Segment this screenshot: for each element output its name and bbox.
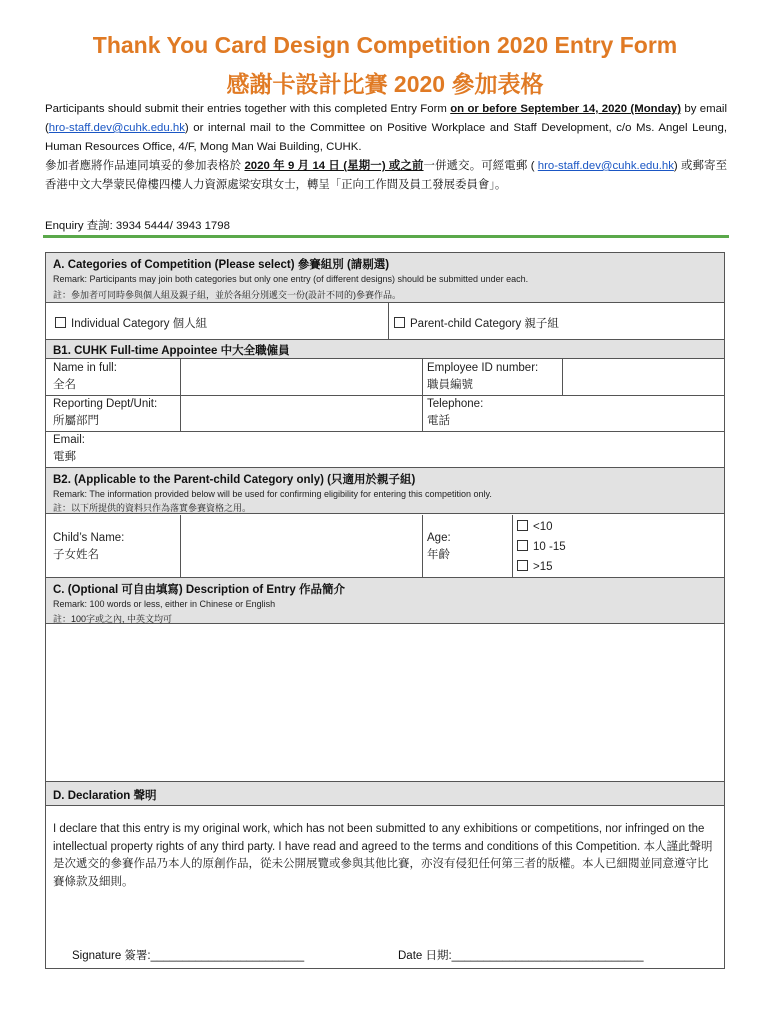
cell-divider bbox=[422, 515, 423, 577]
child-name-input[interactable] bbox=[181, 516, 421, 576]
label-en: Reporting Dept/Unit: bbox=[53, 398, 158, 410]
age-label: 10 -15 bbox=[533, 541, 566, 553]
declaration-text: I declare that this entry is my original work, which has not been submitted to any exhibitions or competitions, nor infringed on the intellectual property rights of any third party. I have read and agreed to the terms and conditions of this Competition. 本人謹此聲明是次遞交的參賽作品乃本人的原創作品，從未公開展覽或參與其他比賽，亦沒有侵犯任何第三者的版權。本人已細閱並同意遵守比賽條款及細則。 bbox=[53, 823, 713, 888]
section-a-header bbox=[46, 253, 724, 303]
section-b1-header bbox=[46, 340, 724, 359]
label-en: Email: bbox=[53, 434, 85, 446]
section-d-header bbox=[46, 782, 724, 806]
label-dept bbox=[53, 396, 157, 430]
label-name bbox=[53, 360, 117, 394]
date-field[interactable]: Date 日期:______________________________ bbox=[398, 950, 644, 962]
label-zh: 年齡 bbox=[427, 549, 450, 561]
section-c-title: C. (Optional 可自由填寫) Description of Entry 作品簡介 bbox=[53, 584, 345, 596]
section-c-remark-en: Remark: 100 words or less, either in Chinese or English bbox=[53, 599, 276, 609]
title-chinese: 感謝卡設計比賽 2020 參加表格 bbox=[226, 71, 544, 97]
age-option-under-10[interactable] bbox=[517, 519, 553, 536]
section-b2-header bbox=[46, 468, 724, 514]
entry-form bbox=[45, 252, 725, 969]
label-zh: 子女姓名 bbox=[53, 549, 99, 561]
divider-rule bbox=[43, 235, 729, 238]
label-zh: 電話 bbox=[427, 415, 450, 427]
label-email bbox=[53, 432, 85, 466]
checkbox[interactable] bbox=[517, 520, 528, 531]
label-en: Child’s Name: bbox=[53, 532, 125, 544]
section-a-title: A. Categories of Competition (Please select) 參賽組別 (請剔選) bbox=[53, 259, 390, 271]
dept-input[interactable] bbox=[181, 396, 421, 430]
section-c-remark-zh: 註：100字或之內, 中英文均可 bbox=[53, 614, 173, 624]
enquiry-line: Enquiry 查詢: 3934 5444/ 3943 1798 bbox=[45, 220, 230, 232]
option-individual[interactable] bbox=[55, 316, 207, 333]
option-label: Individual Category 個人組 bbox=[71, 318, 208, 330]
intro-text: Participants should submit their entries together with this completed Entry Form bbox=[45, 103, 451, 115]
section-d-title: D. Declaration 聲明 bbox=[53, 790, 157, 802]
label-en: Name in full: bbox=[53, 362, 117, 374]
section-a-remark-zh: 註：參加者可同時參與個人組及親子組，並於各組分別遞交一份(設計不同的)參賽作品。 bbox=[53, 290, 401, 300]
age-option-10-15[interactable] bbox=[517, 539, 566, 556]
signature-field[interactable]: Signature 簽署:________________________ bbox=[72, 950, 305, 962]
section-b2-title: B2. (Applicable to the Parent-child Category only) (只適用於親子組) bbox=[53, 474, 416, 486]
title-english: Thank You Card Design Competition 2020 Entry Form bbox=[92, 32, 678, 58]
section-b2-remark-en: Remark: The information provided below will be used for confirming eligibility for entering this competition only. bbox=[53, 489, 492, 499]
employee-id-input[interactable] bbox=[563, 360, 723, 394]
label-zh: 職員編號 bbox=[427, 379, 473, 391]
age-label: <10 bbox=[533, 521, 553, 533]
name-input[interactable] bbox=[181, 360, 421, 394]
label-child-name bbox=[53, 530, 124, 564]
telephone-input[interactable] bbox=[563, 396, 723, 430]
age-label: >15 bbox=[533, 561, 553, 573]
deadline-chinese: 2020 年 9 月 14 日 (星期一) 或之前 bbox=[244, 160, 424, 172]
label-en: Employee ID number: bbox=[427, 362, 539, 374]
intro-text-zh: 一併遞交。可經電郵 ( bbox=[423, 160, 538, 172]
checkbox[interactable] bbox=[55, 317, 66, 328]
checkbox[interactable] bbox=[517, 540, 528, 551]
description-textarea[interactable] bbox=[46, 625, 724, 781]
intro-text: by email ( bbox=[45, 103, 727, 134]
email-link[interactable]: hro-staff.dev@cuhk.edu.hk bbox=[48, 122, 185, 134]
intro-english bbox=[45, 100, 727, 157]
intro-chinese bbox=[45, 157, 727, 195]
label-en: Telephone: bbox=[427, 398, 484, 410]
intro-text: ) or internal mail to the Committee on Positive Workplace and Staff Development, c/o Ms. Angel Leung, Human Resources Office, 4/F, Mong Man Wai Building, CUHK. bbox=[45, 122, 727, 153]
section-a-remark-en: Remark: Participants may join both categories but only one entry (of different designs) should be submitted under each. bbox=[53, 274, 529, 284]
label-zh: 全名 bbox=[53, 379, 76, 391]
deadline-english: on or before September 14, 2020 (Monday) bbox=[450, 103, 682, 115]
section-b1-title: B1. CUHK Full-time Appointee 中大全職僱員 bbox=[53, 345, 290, 357]
email-link-zh[interactable]: hro-staff.dev@cuhk.edu.hk bbox=[537, 160, 674, 172]
label-age bbox=[427, 530, 451, 564]
label-zh: 電郵 bbox=[53, 451, 76, 463]
option-label: Parent-child Category 親子組 bbox=[410, 318, 559, 330]
section-b2-remark-zh: 註：以下所提供的資料只作為落實參賽資格之用。 bbox=[53, 503, 252, 513]
cell-divider bbox=[512, 515, 513, 577]
option-parent-child[interactable] bbox=[394, 316, 559, 333]
intro-text-zh: ) 或郵寄至香港中文大學蒙民偉樓四樓人力資源處梁安琪女士，轉呈「正向工作間及員工發展委員會」。 bbox=[45, 160, 727, 191]
age-option-over-15[interactable] bbox=[517, 559, 553, 576]
label-en: Age: bbox=[427, 532, 451, 544]
checkbox[interactable] bbox=[394, 317, 405, 328]
label-zh: 所屬部門 bbox=[53, 415, 99, 427]
label-employee-id bbox=[427, 360, 538, 394]
section-c-header bbox=[46, 578, 724, 624]
cell-divider bbox=[388, 303, 389, 339]
label-telephone bbox=[427, 396, 483, 430]
intro-text-zh: 參加者應將作品連同填妥的參加表格於 bbox=[45, 160, 245, 172]
email-input[interactable] bbox=[181, 432, 723, 466]
checkbox[interactable] bbox=[517, 560, 528, 571]
